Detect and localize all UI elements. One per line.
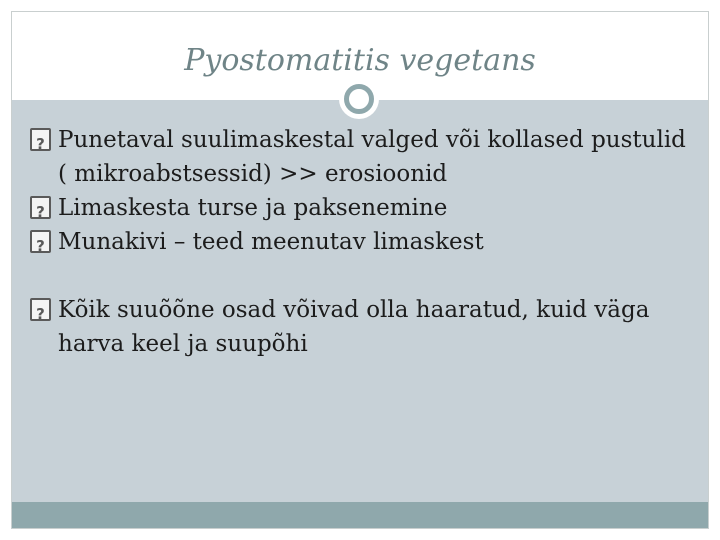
missing-glyph-box-icon	[30, 230, 51, 253]
footer-band	[12, 502, 708, 528]
bullet-item	[30, 191, 690, 225]
missing-glyph-box-icon	[30, 128, 51, 151]
circle-ring-icon	[344, 84, 374, 114]
bullet-item	[30, 225, 690, 259]
bullet-text: Punetaval suulimaskestal valged või kollased pustulid ( mikroabstsessid) >> erosioonid	[58, 127, 686, 187]
bullet-text: Limaskesta turse ja paksenemine	[58, 195, 448, 221]
missing-glyph-box-icon	[30, 298, 51, 321]
missing-glyph-box-icon	[30, 196, 51, 219]
bullet-text: Kõik suuõõne osad võivad olla haaratud, kuid väga harva keel ja suupõhi	[58, 297, 650, 357]
bullet-list	[30, 123, 690, 361]
bullet-item	[30, 123, 690, 191]
bullet-item	[30, 293, 690, 361]
slide-title: Pyostomatitis vegetans	[184, 43, 536, 78]
bullet-text: Munakivi – teed meenutav limaskest	[58, 229, 484, 255]
